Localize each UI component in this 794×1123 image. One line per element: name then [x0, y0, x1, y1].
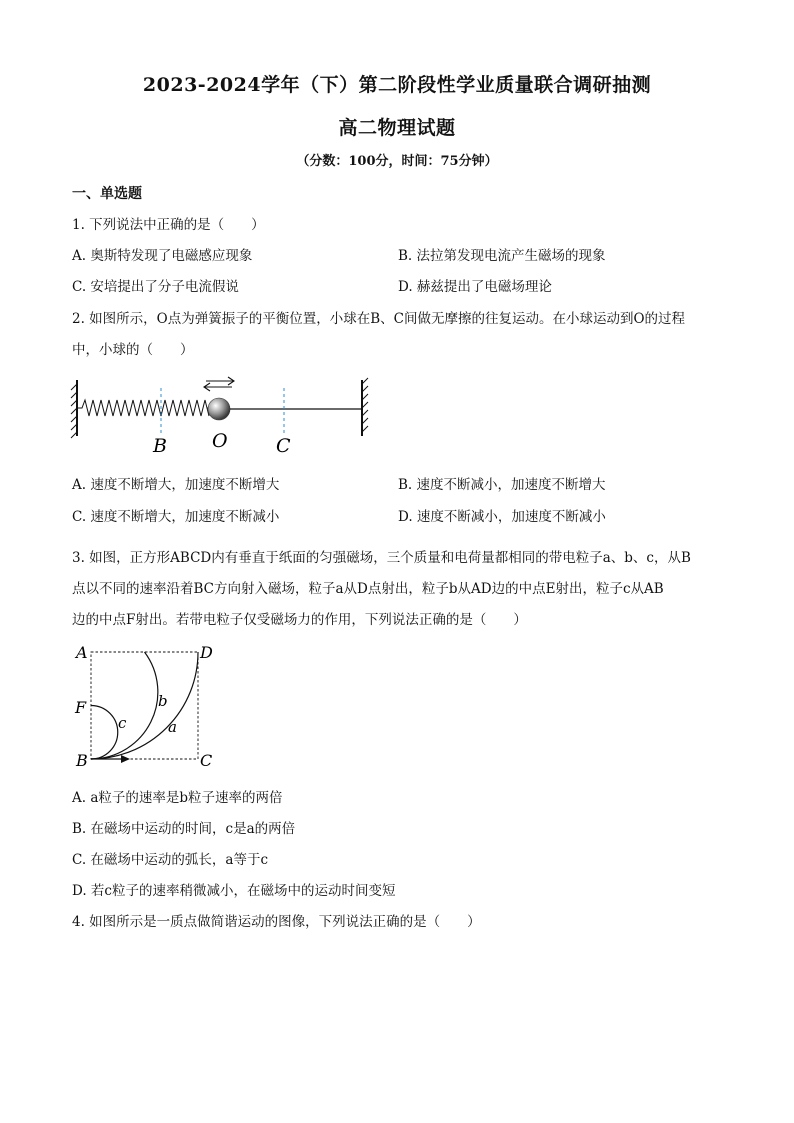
q2-option-c: C. 速度不断增大，加速度不断减小: [72, 509, 280, 525]
spring: [77, 400, 210, 416]
exam-title: 2023-2024学年（下）第二阶段性学业质量联合调研抽测: [142, 74, 652, 96]
double-arrow-icon: [204, 377, 234, 391]
q1-stem: 1. 下列说法中正确的是（ ）: [72, 217, 265, 233]
section-title: 一、单选题: [72, 186, 142, 202]
label-curve-b: b: [158, 692, 168, 710]
q2-option-a: A. 速度不断增大，加速度不断增大: [72, 477, 280, 493]
q3-stem-line2: 点以不同的速率沿着BC方向射入磁场，粒子a从D点射出，粒子b从AD边的中点E射出，粒子c从AB: [72, 581, 664, 597]
q3-option-d: D. 若c粒子的速率稍微减小，在磁场中的运动时间变短: [72, 883, 396, 899]
label-corner-b: B: [76, 751, 88, 770]
q3-square-field-figure: [72, 642, 222, 772]
label-curve-c: c: [118, 714, 127, 732]
q3-option-a: A. a粒子的速率是b粒子速率的两倍: [72, 790, 283, 806]
label-corner-c: C: [200, 751, 213, 770]
q3-option-c: C. 在磁场中运动的弧长，a等于c: [72, 852, 269, 868]
label-c: C: [276, 435, 291, 457]
label-corner-d: D: [200, 643, 213, 662]
ball: [208, 398, 230, 420]
label-corner-a: A: [76, 643, 88, 662]
label-o: O: [212, 430, 228, 452]
q2-stem-line2: 中，小球的（ ）: [72, 342, 194, 358]
label-curve-a: a: [168, 718, 177, 736]
q4-stem: 4. 如图所示是一质点做简谐运动的图像，下列说法正确的是（ ）: [72, 914, 481, 930]
q2-option-b: B. 速度不断减小，加速度不断增大: [398, 477, 606, 493]
label-point-f: F: [75, 698, 87, 717]
field-square: [91, 652, 198, 759]
q2-option-d: D. 速度不断减小，加速度不断减小: [398, 509, 606, 525]
q3-option-b: B. 在磁场中运动的时间，c是a的两倍: [72, 821, 296, 837]
q2-stem-line1: 2. 如图所示，O点为弹簧振子的平衡位置，小球在B、C间做无摩擦的往复运动。在小球运动到O的过程: [72, 311, 686, 327]
exam-meta: （分数：100分，时间：75分钟）: [296, 154, 498, 169]
q1-option-a: A. 奥斯特发现了电磁感应现象: [72, 248, 253, 264]
q1-option-d: D. 赫兹提出了电磁场理论: [398, 279, 552, 295]
label-b: B: [153, 435, 167, 457]
q1-option-b: B. 法拉第发现电流产生磁场的现象: [398, 248, 606, 264]
exam-subtitle: 高二物理试题: [338, 117, 456, 139]
curve-c: [91, 706, 118, 760]
q3-stem-line3: 边的中点F射出。若带电粒子仅受磁场力的作用，下列说法正确的是（ ）: [72, 612, 527, 628]
q3-stem-line1: 3. 如图，正方形ABCD内有垂直于纸面的匀强磁场，三个质量和电荷量都相同的带电粒子a、b、c，从B: [72, 550, 691, 566]
q2-spring-figure: [70, 372, 380, 462]
curve-a: [91, 652, 198, 759]
q1-option-c: C. 安培提出了分子电流假说: [72, 279, 239, 295]
